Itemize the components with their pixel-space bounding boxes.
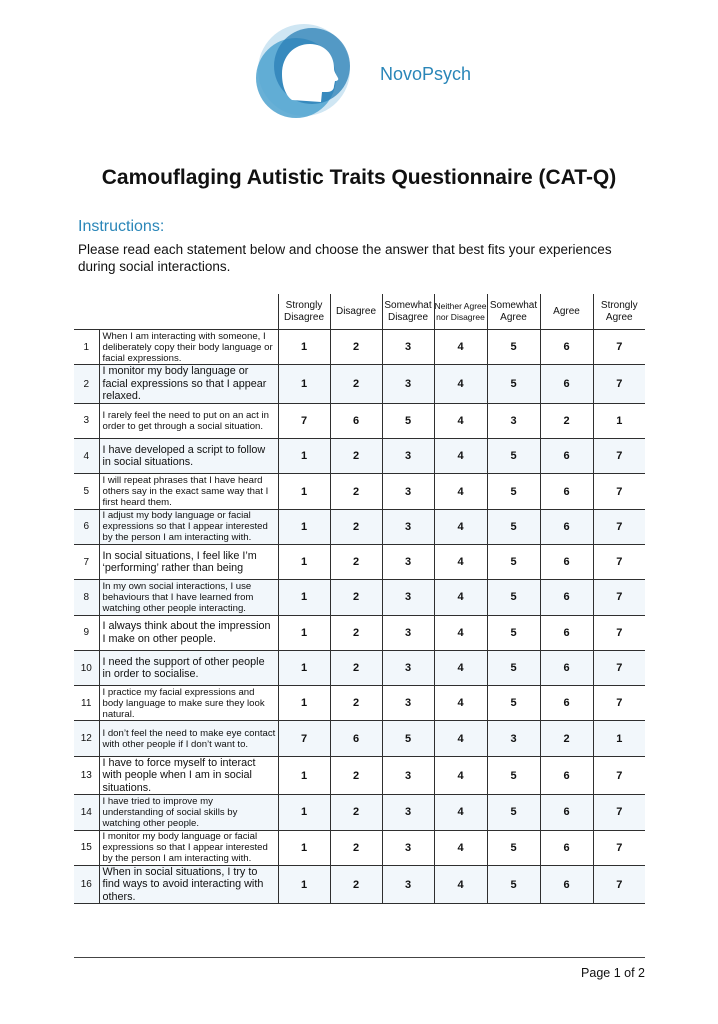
item-number: 5 [74, 474, 99, 509]
table-row [74, 439, 645, 474]
score-option[interactable]: 1 [278, 439, 330, 474]
score-option[interactable]: 4 [434, 403, 487, 438]
item-number: 8 [74, 580, 99, 615]
score-option[interactable]: 4 [434, 330, 487, 365]
score-option[interactable]: 1 [278, 330, 330, 365]
score-option[interactable]: 3 [382, 615, 434, 650]
table-row [74, 580, 645, 615]
item-statement: I have developed a script to follow in social situations. [99, 439, 278, 474]
score-option[interactable]: 4 [434, 650, 487, 685]
score-option[interactable]: 4 [434, 721, 487, 756]
score-option[interactable]: 7 [593, 365, 645, 404]
score-option[interactable]: 6 [540, 365, 593, 404]
score-option[interactable]: 6 [540, 580, 593, 615]
item-number: 7 [74, 544, 99, 579]
page-number: Page 1 of 2 [581, 966, 645, 980]
score-option[interactable]: 6 [540, 330, 593, 365]
score-option[interactable]: 4 [434, 795, 487, 830]
item-statement: I don’t feel the need to make eye contact with other people if I don’t want to. [99, 721, 278, 756]
score-option[interactable]: 6 [540, 650, 593, 685]
score-option[interactable]: 6 [540, 439, 593, 474]
table-row [74, 686, 645, 721]
header-blank [74, 294, 278, 330]
item-statement: I will repeat phrases that I have heard others say in the exact same way that I first heard them. [99, 474, 278, 509]
score-option[interactable]: 5 [487, 439, 540, 474]
score-option[interactable]: 2 [330, 439, 382, 474]
score-option[interactable]: 6 [540, 474, 593, 509]
instructions-heading: Instructions: [78, 218, 165, 235]
item-number: 10 [74, 650, 99, 685]
table-row [74, 544, 645, 579]
scale-header: Strongly Agree [593, 294, 645, 330]
score-option[interactable]: 3 [487, 721, 540, 756]
score-option[interactable]: 1 [278, 865, 330, 904]
score-option[interactable]: 6 [540, 686, 593, 721]
score-option[interactable]: 1 [278, 474, 330, 509]
score-option[interactable]: 3 [382, 756, 434, 795]
score-option[interactable]: 5 [487, 756, 540, 795]
score-option[interactable]: 3 [382, 650, 434, 685]
score-option[interactable]: 5 [487, 544, 540, 579]
score-option[interactable]: 6 [540, 509, 593, 544]
item-number: 13 [74, 756, 99, 795]
score-option[interactable]: 6 [540, 830, 593, 865]
score-option[interactable]: 1 [278, 830, 330, 865]
score-option[interactable]: 7 [593, 509, 645, 544]
score-option[interactable]: 1 [278, 365, 330, 404]
score-option[interactable]: 7 [593, 544, 645, 579]
score-option[interactable]: 4 [434, 580, 487, 615]
questionnaire-table [74, 294, 645, 904]
item-number: 15 [74, 830, 99, 865]
table-row [74, 721, 645, 756]
score-option[interactable]: 6 [540, 756, 593, 795]
score-option[interactable]: 1 [278, 650, 330, 685]
score-option[interactable]: 5 [487, 615, 540, 650]
head-profile-logo-icon [252, 22, 357, 122]
score-option[interactable]: 7 [593, 756, 645, 795]
score-option[interactable]: 1 [278, 544, 330, 579]
table-row [74, 365, 645, 404]
score-option[interactable]: 2 [330, 509, 382, 544]
score-option[interactable]: 1 [278, 795, 330, 830]
score-option[interactable]: 7 [593, 474, 645, 509]
item-statement: When I am interacting with someone, I deliberately copy their body language or facial expressions. [99, 330, 278, 365]
score-option[interactable]: 2 [330, 795, 382, 830]
score-option[interactable]: 7 [278, 721, 330, 756]
brand-name: NovoPsych [380, 64, 472, 84]
score-option[interactable]: 1 [593, 403, 645, 438]
score-option[interactable]: 1 [593, 721, 645, 756]
item-statement: I monitor my body language or facial expressions so that I appear relaxed. [99, 365, 278, 404]
score-option[interactable]: 5 [487, 795, 540, 830]
table-row [74, 795, 645, 830]
table-row [74, 330, 645, 365]
item-number: 2 [74, 365, 99, 404]
score-option[interactable]: 5 [487, 650, 540, 685]
score-option[interactable]: 7 [593, 439, 645, 474]
score-option[interactable]: 2 [330, 580, 382, 615]
score-option[interactable]: 2 [330, 330, 382, 365]
score-option[interactable]: 2 [330, 756, 382, 795]
item-statement: I adjust my body language or facial expressions so that I appear interested by the person I am interacting with. [99, 509, 278, 544]
score-option[interactable]: 4 [434, 686, 487, 721]
score-option[interactable]: 1 [278, 509, 330, 544]
score-option[interactable]: 4 [434, 365, 487, 404]
table-row [74, 403, 645, 438]
item-number: 3 [74, 403, 99, 438]
score-option[interactable]: 5 [487, 365, 540, 404]
score-option[interactable]: 6 [330, 721, 382, 756]
score-option[interactable]: 3 [382, 330, 434, 365]
score-option[interactable]: 3 [382, 544, 434, 579]
item-number: 9 [74, 615, 99, 650]
footer-divider [74, 957, 645, 958]
item-number: 1 [74, 330, 99, 365]
score-option[interactable]: 4 [434, 544, 487, 579]
item-number: 16 [74, 865, 99, 904]
score-option[interactable]: 3 [382, 580, 434, 615]
scale-header: Somewhat Disagree [382, 294, 434, 330]
score-option[interactable]: 5 [487, 330, 540, 365]
table-row [74, 615, 645, 650]
item-statement: I practice my facial expressions and body language to make sure they look natural. [99, 686, 278, 721]
item-statement: I need the support of other people in order to socialise. [99, 650, 278, 685]
score-option[interactable]: 3 [487, 403, 540, 438]
score-option[interactable]: 2 [330, 544, 382, 579]
score-option[interactable]: 5 [487, 830, 540, 865]
score-option[interactable]: 5 [487, 865, 540, 904]
score-option[interactable]: 6 [540, 615, 593, 650]
score-option[interactable]: 7 [593, 330, 645, 365]
score-option[interactable]: 3 [382, 509, 434, 544]
scale-header: Strongly Disagree [278, 294, 330, 330]
score-option[interactable]: 7 [593, 686, 645, 721]
item-number: 11 [74, 686, 99, 721]
score-option[interactable]: 2 [330, 650, 382, 685]
score-option[interactable]: 2 [540, 721, 593, 756]
item-statement: In my own social interactions, I use behaviours that I have learned from watching other people interacting. [99, 580, 278, 615]
score-option[interactable]: 5 [487, 580, 540, 615]
score-option[interactable]: 4 [434, 509, 487, 544]
score-option[interactable]: 2 [330, 865, 382, 904]
score-option[interactable]: 6 [540, 865, 593, 904]
score-option[interactable]: 2 [330, 615, 382, 650]
item-statement: I always think about the impression I make on other people. [99, 615, 278, 650]
score-option[interactable]: 1 [278, 756, 330, 795]
score-option[interactable]: 4 [434, 615, 487, 650]
score-option[interactable]: 6 [330, 403, 382, 438]
score-option[interactable]: 3 [382, 865, 434, 904]
score-option[interactable]: 4 [434, 830, 487, 865]
item-statement: I have to force myself to interact with people when I am in social situations. [99, 756, 278, 795]
score-option[interactable]: 5 [382, 721, 434, 756]
score-option[interactable]: 6 [540, 795, 593, 830]
score-option[interactable]: 1 [278, 580, 330, 615]
score-option[interactable]: 7 [593, 795, 645, 830]
score-option[interactable]: 2 [540, 403, 593, 438]
item-number: 4 [74, 439, 99, 474]
score-option[interactable]: 3 [382, 365, 434, 404]
table-row [74, 756, 645, 795]
score-option[interactable]: 2 [330, 474, 382, 509]
score-option[interactable]: 7 [593, 865, 645, 904]
scale-header: Disagree [330, 294, 382, 330]
score-option[interactable]: 3 [382, 795, 434, 830]
score-option[interactable]: 2 [330, 686, 382, 721]
item-statement: I have tried to improve my understanding of social skills by watching other people. [99, 795, 278, 830]
score-option[interactable]: 1 [278, 686, 330, 721]
scale-header: Somewhat Agree [487, 294, 540, 330]
item-number: 14 [74, 795, 99, 830]
instructions-text: Please read each statement below and choose the answer that best fits your experiences during social interactions. [78, 242, 612, 274]
score-option[interactable]: 3 [382, 474, 434, 509]
score-option[interactable]: 2 [330, 365, 382, 404]
scale-header: Agree [540, 294, 593, 330]
table-row [74, 650, 645, 685]
score-option[interactable]: 3 [382, 439, 434, 474]
score-option[interactable]: 3 [382, 686, 434, 721]
item-number: 12 [74, 721, 99, 756]
score-option[interactable]: 7 [278, 403, 330, 438]
score-option[interactable]: 7 [593, 830, 645, 865]
table-row [74, 509, 645, 544]
score-option[interactable]: 5 [487, 474, 540, 509]
score-option[interactable]: 5 [487, 509, 540, 544]
score-option[interactable]: 7 [593, 650, 645, 685]
score-option[interactable]: 1 [278, 615, 330, 650]
score-option[interactable]: 4 [434, 756, 487, 795]
score-option[interactable]: 3 [382, 830, 434, 865]
table-row [74, 830, 645, 865]
score-option[interactable]: 2 [330, 830, 382, 865]
table-row [74, 865, 645, 904]
score-option[interactable]: 5 [487, 686, 540, 721]
item-statement: I rarely feel the need to put on an act in order to get through a social situation. [99, 403, 278, 438]
item-statement: I monitor my body language or facial expressions so that I appear interested by the person I am interacting with. [99, 830, 278, 865]
score-option[interactable]: 4 [434, 439, 487, 474]
score-option[interactable]: 7 [593, 615, 645, 650]
item-number: 6 [74, 509, 99, 544]
table-row [74, 474, 645, 509]
score-option[interactable]: 7 [593, 580, 645, 615]
score-option[interactable]: 4 [434, 865, 487, 904]
score-option[interactable]: 5 [382, 403, 434, 438]
score-option[interactable]: 6 [540, 544, 593, 579]
scale-header: Neither Agree nor Disagree [434, 294, 487, 330]
score-option[interactable]: 4 [434, 474, 487, 509]
item-statement: When in social situations, I try to find ways to avoid interacting with others. [99, 865, 278, 904]
item-statement: In social situations, I feel like I’m ‘performing’ rather than being [99, 544, 278, 579]
document-title: Camouflaging Autistic Traits Questionnaire (CAT-Q) [101, 166, 617, 189]
